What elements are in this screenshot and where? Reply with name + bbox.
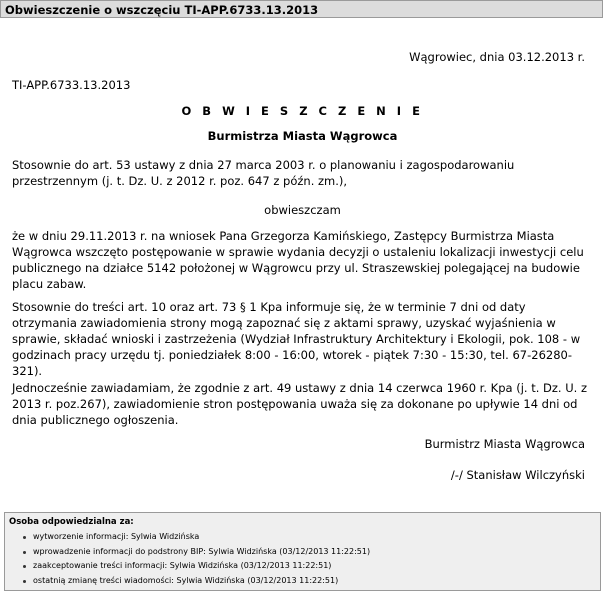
responsible-title: Osoba odpowiedzialna za: bbox=[9, 517, 134, 527]
paragraph-legal-basis: Stosownie do art. 53 ustawy z dnia 27 marca 2003 r. o planowaniu i zagospodarowaniu przestrzennym (j. t. Dz. U. z 2012 r. poz. 647 z późn. zm.), bbox=[12, 158, 515, 188]
list-item: wytworzenie informacji: Sylwia Widzińska bbox=[33, 530, 370, 545]
list-item: wprowadzenie informacji do podstrony BIP: Sylwia Widzińska (03/12/2013 11:22:51) bbox=[33, 545, 370, 560]
list-item: zaakceptowanie treści informacji: Sylwia Widzińska (03/12/2013 11:22:51) bbox=[33, 559, 370, 574]
date-line: Wągrowiec, dnia 03.12.2013 r. bbox=[409, 50, 585, 64]
page-title: Obwieszczenie o wszczęciu TI-APP.6733.13.2013 bbox=[5, 3, 319, 17]
page-title-bar bbox=[0, 0, 603, 18]
reference-number: TI-APP.6733.13.2013 bbox=[12, 78, 131, 92]
list-item: ostatnią zmianę treści wiadomości: Sylwia Widzińska (03/12/2013 11:22:51) bbox=[33, 574, 370, 589]
document-subheading: Burmistrza Miasta Wągrowca bbox=[207, 129, 398, 143]
responsible-persons-box bbox=[4, 512, 601, 591]
document-heading: O B W I E S Z C Z E N I E bbox=[181, 104, 424, 118]
paragraph-rights: Stosownie do treści art. 10 oraz art. 73 § 1 Kpa informuje się, że w terminie 7 dni od daty otrzymania zawiadomienia strony mogą zapoznać się z aktami sprawy, uzyskać wyjaśnienia w sprawie, składać wnioski i zastrzeżenia (Wydział Infrastruktury Architektury i Ekologii, pok. 108 - w godzinach pracy urzędu tj. poniedziałek 8:00 - 16:00, wtorek - piątek 7:30 - 15:30, tel. 67-26280-321). bbox=[12, 300, 581, 378]
announce-word: obwieszczam bbox=[264, 203, 341, 217]
responsible-list bbox=[33, 530, 370, 588]
paragraph-notification: Jednocześnie zawiadamiam, że zgodnie z art. 49 ustawy z dnia 14 czerwca 1960 r. Kpa (j. t. Dz. U. z 2013 r. poz.267), zawiadomienie stron postępowania uważa się za dokonane po upływie 14 dni od dnia publicznego ogłoszenia. bbox=[12, 381, 587, 427]
signer-name: /-/ Stanisław Wilczyński bbox=[450, 468, 585, 482]
signer-title: Burmistrz Miasta Wągrowca bbox=[424, 437, 585, 451]
paragraph-proceeding: że w dniu 29.11.2013 r. na wniosek Pana Grzegorza Kamińskiego, Zastępcy Burmistrza Miasta Wągrowca wszczęto postępowanie w sprawie wydania decyzji o ustaleniu lokalizacji inwestycji celu publicznego na działce 5142 położonej w Wągrowcu przy ul. Straszewskiej polegającej na budowie placu zabaw. bbox=[12, 229, 584, 291]
